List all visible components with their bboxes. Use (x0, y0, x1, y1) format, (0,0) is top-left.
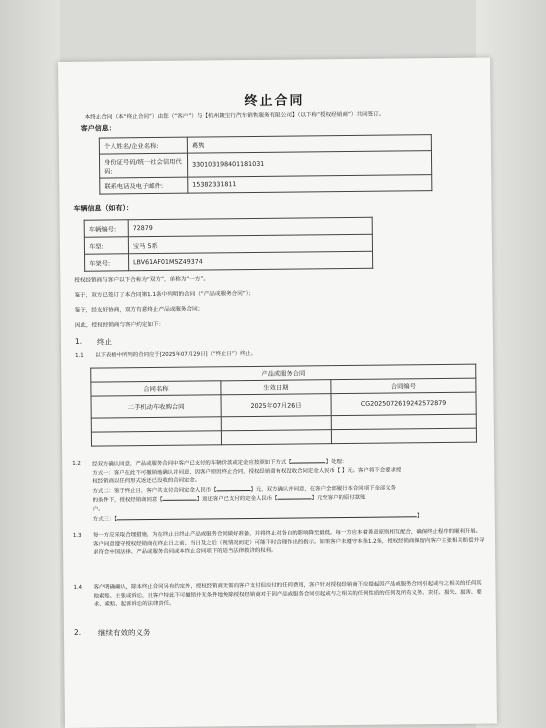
table-row (91, 428, 476, 446)
product-table (90, 364, 477, 447)
table-row (85, 251, 373, 271)
table-value: 宝马 5系 (128, 234, 372, 254)
table-value: 72879 (128, 217, 372, 237)
background-left (0, 0, 60, 728)
table-row (100, 175, 432, 194)
table-value: LBV61AF01MSZ49374 (129, 251, 373, 271)
table-cell: 2025年07月26日 (221, 394, 331, 417)
customer-heading: 客户信息： (80, 124, 116, 133)
clause-1-2-line: 方式二：鉴于终止日，客户共支付合同定金人民币【 (92, 487, 217, 495)
table-label: 车架号: (85, 254, 129, 271)
recital-1: 授权经销商与客户以下合称为“双方”，单称为“一方”。 (74, 276, 209, 284)
clause-1-2-line: 】处理： (325, 458, 348, 466)
column-header: 合同名称 (91, 381, 221, 396)
contract-paper (58, 57, 497, 727)
clause-1-4-text: 客户明确确认，除本终止合同另有约定外，授权经销商无需向客户支付但应付的任何费用，客户针对授权经销商不应提起因产品或服务合同引起或与之相关的任何其他索赔、主张或诉讼，且客户特此不可撤销并无条件地免除授权经销商对于因产品或服务合同引起或与之相关的任何性质的任何及所有义务、责任、损失、损害、要求、索赔、起诉诉讼的法律责任。 (93, 580, 482, 608)
table-cell: CG202507261924257287​9 (331, 392, 476, 416)
table-label: 车型: (84, 237, 128, 254)
recital-2: 鉴于，双方已签订了本合同第1.1条中列明的合同（“产品或服务合同”）； (74, 290, 255, 299)
clause-1-2-line: 经双方确认同意，产品或服务合同中客户已支付的车辆价款或定金应按照如下方式【 (92, 459, 292, 468)
clause-1-2-body (92, 456, 485, 524)
table-label: 联系电话及电子邮件: (100, 177, 188, 194)
table-cell: 二手机动车收购合同 (91, 395, 221, 418)
clause-1-2-line: 权经销商以任何形式返还已没收的合同定金。 (92, 477, 201, 485)
table-cell (91, 431, 221, 446)
table-cell (331, 428, 476, 444)
clause-1-2-line: 】元，双方确认并同意，在客户全部履行本合同项下全部义务 (250, 485, 397, 493)
document-title: 终止合同 (244, 93, 305, 110)
blank-field (278, 494, 312, 500)
section-2-title: 继续有效的义务 (97, 628, 151, 638)
customer-table (99, 134, 433, 194)
column-header: 生效日期 (221, 380, 331, 395)
table-label: 车辆编号: (84, 220, 128, 237)
clause-1-2-line: 】 (417, 512, 423, 519)
clause-1-1-number: 1.1 (75, 352, 84, 359)
clause-1-4-number: 1.4 (73, 584, 83, 591)
blank-field (163, 495, 197, 501)
table-cell (221, 430, 331, 445)
table-value: 330103198401181031 (187, 151, 431, 178)
column-header: 合同编号 (331, 378, 476, 394)
recital-4: 因此，授权经销商与客户约定如下： (74, 321, 165, 329)
intro-text: 本终止合同（本“终止合同”）由您（“客户”）与【杭州箴宝行汽车销售服务有限公司】（以下称“授权经销商”）共同签订。 (84, 111, 385, 121)
vehicle-heading: 车辆信息（如有）： (73, 204, 134, 213)
clause-1-3-number: 1.3 (72, 532, 82, 539)
clause-1-2-line: 】返还客户已支付的定金人民币【 (196, 496, 278, 503)
table-value: 葛隽 (187, 135, 431, 154)
section-1-title: 终止 (96, 337, 112, 347)
table-label: 个人姓名/企业名称: (99, 137, 187, 154)
blank-field (216, 485, 250, 491)
clause-1-2-number: 1.2 (72, 460, 81, 467)
table-caption: 产品或服务合同 (91, 364, 476, 382)
recital-3: 鉴于，经友好协商，双方有意终止产品或服务合同； (74, 306, 204, 314)
section-2-number: 2. (73, 627, 82, 637)
clause-1-1-text: 以下表格中所列的合同应于[2025年07月29日]（“终止日”）终止。 (95, 350, 257, 359)
table-cell (221, 416, 331, 431)
clause-1-3-text: 每一方应采取合理措施，为在终止日终止产品或服务合同做好准备，并将终止对各自的影响降至最低。每一方应本着善意原则相互配合，确保终止程序的顺利开展。客户同意遵守授权经销商在终止日之前、当日及之后（视情况而定）可能不时合理作出的指示。如果客户未遵守本条1.2条，授权经销商保留向客户主张相关赔偿并寻求符合中国法律、产品或服务合同或本终止合同项下的适当法律救济的权利。 (92, 528, 485, 556)
clause-1-2-line: 的条件下，授权经销商同意【 (92, 497, 163, 505)
clause-1-2-line: 户。 (92, 506, 104, 513)
blank-field (292, 457, 326, 463)
table-label: 身份证号码/统一社会信用代码: (99, 153, 187, 178)
table-cell (331, 414, 476, 430)
clause-1-2-line: 方式三：【 (92, 515, 118, 523)
table-cell (91, 417, 221, 432)
table-row (99, 151, 431, 178)
clause-1-2-line: 】元至客户的原付款账 (311, 495, 366, 502)
vehicle-table (84, 217, 374, 272)
table-value: 15382331811 (188, 175, 432, 194)
section-1-number: 1. (74, 336, 83, 346)
clause-1-2-line: 方式一：客户在此不可撤销地确认并同意，因客户原因终止合同，授权经销商有权没收合同定金人民币【 】元。客户将不会要求授 (92, 467, 402, 477)
